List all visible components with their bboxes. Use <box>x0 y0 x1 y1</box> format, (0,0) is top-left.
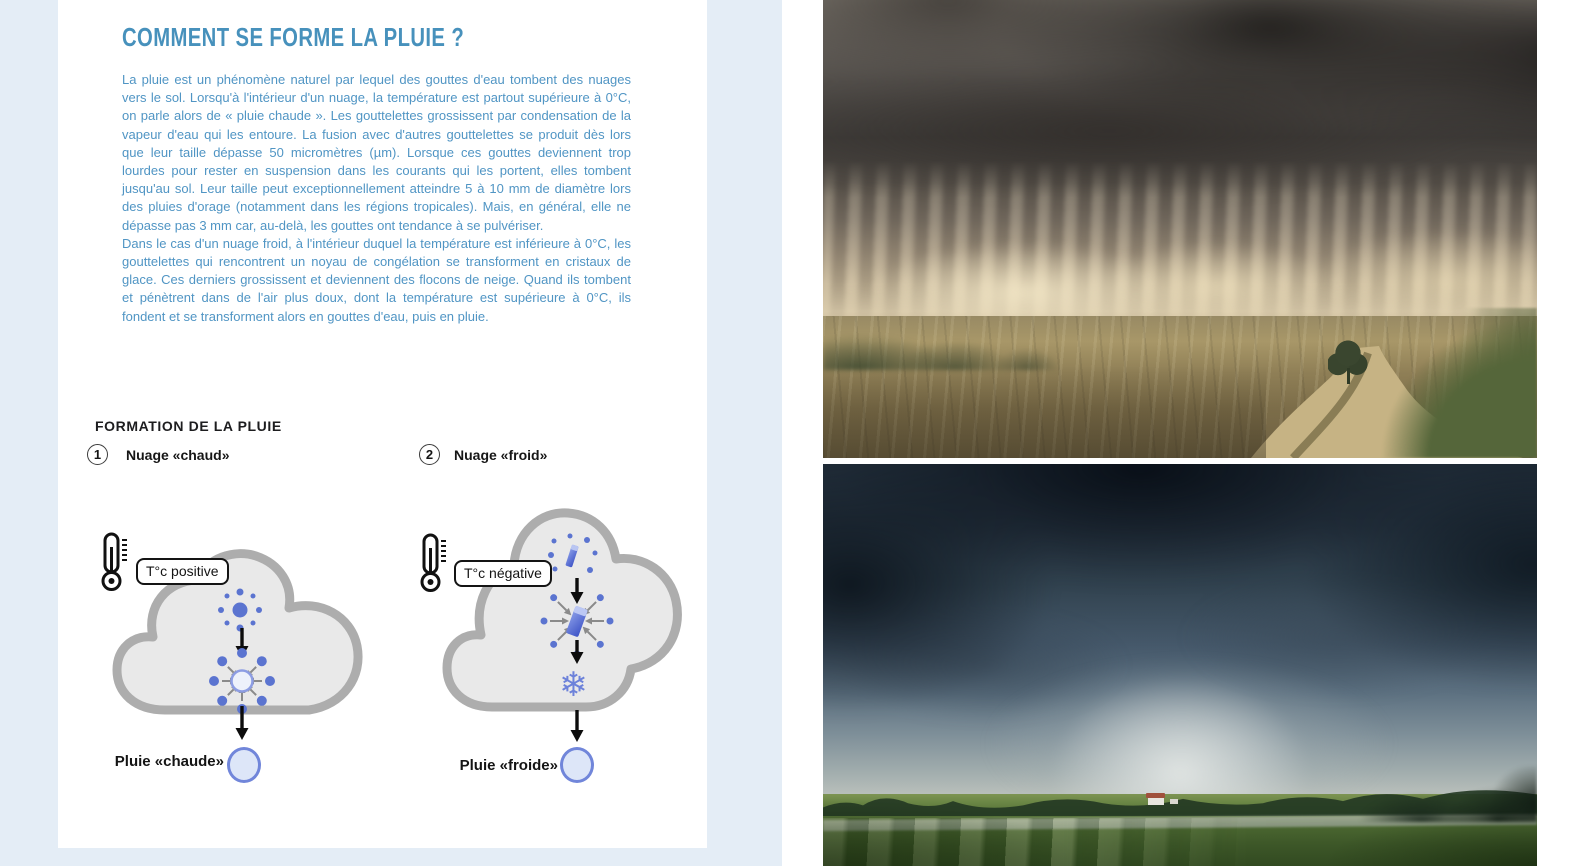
intro-paragraph-cold-rain: Dans le cas d'un nuage froid, à l'intérieur duquel la température est inférieure à 0°C, les gouttelettes qui rencontrent un noyau de congélation se transforment en cristaux de glace. Ces derniers grossissent et deviennent des flocons de neige. Quand ils tombent et pénètrent dans de l'air plus doux, dont la température est supérieure à 0°C, ils fondent et se transforment alors en gouttes d'eau, puis en pluie. <box>122 235 631 324</box>
article-card <box>58 0 707 848</box>
step-2-number: 2 <box>425 447 434 462</box>
photo-foreground-shadow <box>823 366 1266 458</box>
snowflake-icon: ❄ <box>559 665 588 705</box>
photo-green-verge <box>1357 308 1537 458</box>
storm-field-photo <box>823 0 1537 458</box>
ice-nucleation-icon <box>545 531 601 583</box>
cold-temperature-label: T°c négative <box>454 560 552 587</box>
storm-supercell-photo <box>823 464 1537 866</box>
step-1-number: 1 <box>93 447 102 462</box>
down-arrow-icon <box>569 640 585 664</box>
down-arrow-icon <box>569 710 585 742</box>
infographic-heading: FORMATION DE LA PLUIE <box>95 418 282 434</box>
warm-cloud-label: Nuage «chaud» <box>126 447 230 463</box>
warm-temperature-label: T°c positive <box>136 558 229 585</box>
intro-paragraph-warm-rain: La pluie est un phénomène naturel par lequel des gouttes d'eau tombent des nuages vers le sol. Lorsqu'à l'intérieur d'un nuage, la température est partout supérieure à 0°C, on parle alors de « pluie chaude ». Les gouttelettes grossissent par condensation de la vapeur d'eau qui les entoure. La fusion avec d'autres gouttelettes se produit dès lors que leur taille dépasse 50 micromètres (µm). Lorsque ces gouttes deviennent trop lourdes pour rester en suspension dans les courants qui les portent, elles tombent jusqu'au sol. Leur taille peut exceptionnellement atteindre 5 à 10 mm de diamètre lors des pluies d'orage (notamment dans les régions tropicales). Mais, en général, elle ne dépasse pas 3 mm car, au-delà, les gouttes ont tendance à se pulvériser. <box>122 72 631 233</box>
warm-rain-label: Pluie «chaude» <box>114 753 224 770</box>
intro-text <box>122 71 631 326</box>
thermometer-icon <box>417 532 447 594</box>
cold-cloud-label: Nuage «froid» <box>454 447 548 463</box>
down-arrow-icon <box>234 706 250 740</box>
step-2-badge <box>419 444 440 465</box>
thermometer-icon <box>98 531 128 593</box>
page-title: COMMENT SE FORME LA PLUIE ? <box>122 22 465 52</box>
raindrop-icon <box>227 747 261 783</box>
photo-corner-vignette <box>823 464 1537 866</box>
cold-rain-label: Pluie «froide» <box>459 757 558 774</box>
raindrop-icon <box>560 747 594 783</box>
step-1-badge <box>87 444 108 465</box>
